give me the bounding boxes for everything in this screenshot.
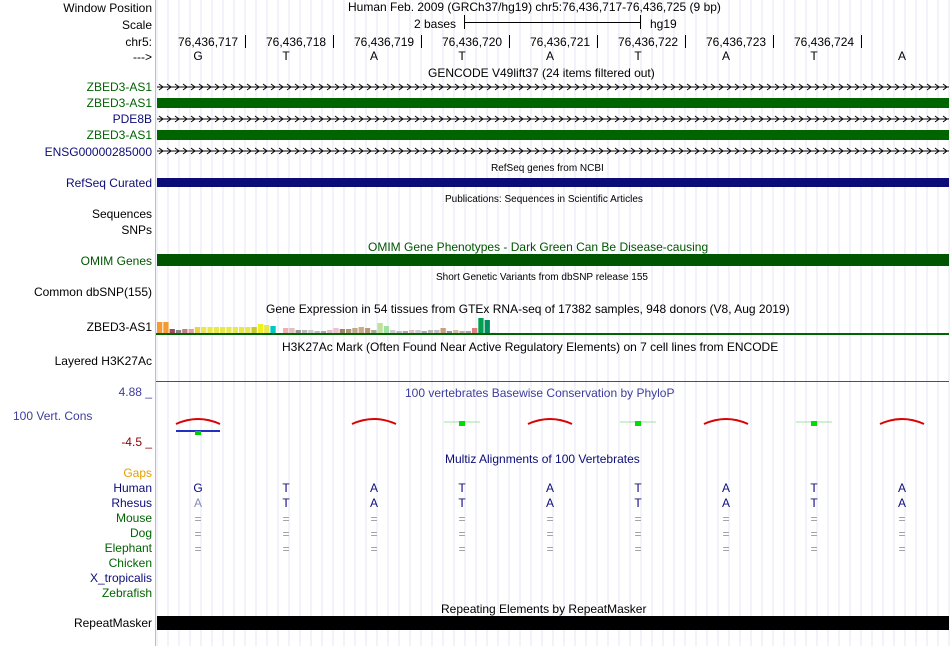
ruler-base: T xyxy=(282,49,290,63)
phylop-track-title[interactable]: 100 vertebrates Basewise Conservation by PhyloP xyxy=(405,386,675,400)
human-base: T xyxy=(634,481,642,495)
rhesus-base: T xyxy=(634,496,642,510)
gencode-item-intron[interactable] xyxy=(157,146,949,156)
species-dog-label[interactable]: Dog xyxy=(129,526,152,540)
ruler-tick xyxy=(685,35,686,48)
dog-base: = xyxy=(458,527,466,541)
dog-base: = xyxy=(370,527,378,541)
label-divider xyxy=(155,0,156,646)
rhesus-base: T xyxy=(458,496,466,510)
species-mouse-label[interactable]: Mouse xyxy=(115,511,152,525)
scale-label: Scale xyxy=(121,18,152,32)
phylop-min-value: -4.5 _ xyxy=(121,435,152,449)
dog-base: = xyxy=(898,527,906,541)
gaps-label[interactable]: Gaps xyxy=(123,466,152,480)
omim-track-title[interactable]: OMIM Gene Phenotypes - Dark Green Can Be Disease-causing xyxy=(368,240,709,254)
ruler-tick xyxy=(861,35,862,48)
dog-base: = xyxy=(282,527,290,541)
mouse-base: = xyxy=(282,512,290,526)
gencode-item-label[interactable]: PDE8B xyxy=(112,112,152,126)
chrom-label: chr5: xyxy=(125,35,152,49)
rhesus-base: T xyxy=(810,496,818,510)
rhesus-base: A xyxy=(369,496,378,510)
dog-base: = xyxy=(194,527,202,541)
gencode-item-label[interactable]: ZBED3-AS1 xyxy=(86,128,152,142)
human-base: A xyxy=(369,481,378,495)
phylop-positive-glyph[interactable] xyxy=(811,421,817,426)
elephant-base: = xyxy=(810,542,818,556)
phylop-label[interactable]: 100 Vert. Cons xyxy=(13,409,93,423)
snps-label[interactable]: SNPs xyxy=(121,223,152,237)
ruler-base: G xyxy=(193,49,203,63)
ruler-base: A xyxy=(545,49,554,63)
ruler-tick xyxy=(597,35,598,48)
ruler-base: A xyxy=(897,49,906,63)
dog-base: = xyxy=(810,527,818,541)
phylop-negative-glyph[interactable] xyxy=(176,419,220,424)
gencode-item-intron[interactable] xyxy=(157,82,949,92)
elephant-base: = xyxy=(546,542,554,556)
rhesus-base: A xyxy=(545,496,554,510)
gencode-item-label[interactable]: ENSG00000285000 xyxy=(44,145,152,159)
species-elephant-label[interactable]: Elephant xyxy=(104,541,152,555)
omim-feature[interactable] xyxy=(157,254,949,266)
human-base: T xyxy=(810,481,818,495)
h3k27ac-baseline xyxy=(156,381,949,382)
gtex-tissue-bar[interactable] xyxy=(485,320,490,334)
ruler-tick xyxy=(773,35,774,48)
ruler-base: T xyxy=(810,49,818,63)
rhesus-base: T xyxy=(282,496,290,510)
human-base: A xyxy=(721,481,730,495)
mouse-base: = xyxy=(546,512,554,526)
ruler-tick xyxy=(421,35,422,48)
gencode-item-intron[interactable] xyxy=(157,114,949,124)
ruler-tick xyxy=(509,35,510,48)
mouse-base: = xyxy=(194,512,202,526)
refseq-feature[interactable] xyxy=(157,178,949,187)
species-rhesus-label[interactable]: Rhesus xyxy=(111,496,152,510)
phylop-signal[interactable] xyxy=(157,412,949,436)
mouse-base: = xyxy=(810,512,818,526)
human-base: G xyxy=(193,481,203,495)
window-position-text: Human Feb. 2009 (GRCh37/hg19) chr5:76,436,717-76,436,725 (9 bp) xyxy=(348,0,721,14)
dbsnp-label[interactable]: Common dbSNP(155) xyxy=(33,285,152,299)
ruler-base: A xyxy=(721,49,730,63)
dog-base: = xyxy=(546,527,554,541)
multiz-track-title[interactable]: Multiz Alignments of 100 Vertebrates xyxy=(445,452,640,466)
gtex-label[interactable]: ZBED3-AS1 xyxy=(86,320,152,334)
rhesus-base: A xyxy=(897,496,906,510)
repeatmasker-feature[interactable] xyxy=(157,616,949,630)
phylop-negative-glyph[interactable] xyxy=(352,419,396,424)
human-base: T xyxy=(458,481,466,495)
elephant-base: = xyxy=(282,542,290,556)
dog-base: = xyxy=(634,527,642,541)
ruler-position: 76,436,719 xyxy=(354,35,415,49)
gtex-expression-bars[interactable] xyxy=(157,314,557,334)
h3k27ac-track-title[interactable]: H3K27Ac Mark (Often Found Near Active Regulatory Elements) on 7 cell lines from ENCODE xyxy=(282,340,779,354)
gencode-item-label[interactable]: ZBED3-AS1 xyxy=(86,80,152,94)
ruler-base: T xyxy=(458,49,466,63)
species-xtropicalis-label[interactable]: X_tropicalis xyxy=(89,571,152,585)
ruler-position: 76,436,721 xyxy=(530,35,591,49)
sequences-label[interactable]: Sequences xyxy=(91,207,152,221)
rhesus-base: A xyxy=(193,496,202,510)
species-human-label[interactable]: Human xyxy=(113,481,152,495)
ruler-position: 76,436,718 xyxy=(266,35,327,49)
ruler-position: 76,436,723 xyxy=(706,35,767,49)
elephant-base: = xyxy=(370,542,378,556)
mouse-base: = xyxy=(458,512,466,526)
repeatmasker-label[interactable]: RepeatMasker xyxy=(73,616,152,630)
elephant-base: = xyxy=(634,542,642,556)
phylop-positive-glyph[interactable] xyxy=(459,421,465,426)
phylop-negative-glyph[interactable] xyxy=(880,419,924,424)
ruler-position: 76,436,720 xyxy=(442,35,503,49)
refseq-track-title[interactable]: RefSeq genes from NCBI xyxy=(491,163,604,174)
phylop-positive-glyph[interactable] xyxy=(635,421,641,426)
ruler-tick xyxy=(245,35,246,48)
ruler-base: A xyxy=(369,49,378,63)
human-base: T xyxy=(282,481,290,495)
publications-track-title[interactable]: Publications: Sequences in Scientific Articles xyxy=(445,194,643,205)
omim-label[interactable]: OMIM Genes xyxy=(80,254,152,268)
phylop-negative-glyph[interactable] xyxy=(528,419,572,424)
refseq-label[interactable]: RefSeq Curated xyxy=(65,176,152,190)
gencode-item-label[interactable]: ZBED3-AS1 xyxy=(86,96,152,110)
scale-assembly: hg19 xyxy=(650,17,677,31)
phylop-negative-glyph[interactable] xyxy=(704,419,748,424)
elephant-base: = xyxy=(458,542,466,556)
h3k27ac-label[interactable]: Layered H3K27Ac xyxy=(54,354,152,368)
scale-bases: 2 bases xyxy=(414,17,457,31)
dbsnp-track-title[interactable]: Short Genetic Variants from dbSNP release 155 xyxy=(436,272,648,283)
repeatmasker-track-title[interactable]: Repeating Elements by RepeatMasker xyxy=(441,602,647,616)
mouse-base: = xyxy=(370,512,378,526)
mouse-base: = xyxy=(634,512,642,526)
scale-bar-line xyxy=(464,22,641,23)
gencode-item-exon[interactable] xyxy=(157,130,949,140)
elephant-base: = xyxy=(898,542,906,556)
elephant-base: = xyxy=(194,542,202,556)
gtex-tissue-bar[interactable] xyxy=(478,318,483,334)
human-base: A xyxy=(897,481,906,495)
ruler-position: 76,436,717 xyxy=(178,35,239,49)
gencode-item-exon[interactable] xyxy=(157,98,949,108)
ruler-base: T xyxy=(634,49,642,63)
species-zebrafish-label[interactable]: Zebrafish xyxy=(101,586,152,600)
ruler-position: 76,436,724 xyxy=(794,35,855,49)
window-position-label: Window Position xyxy=(63,1,152,15)
mouse-base: = xyxy=(898,512,906,526)
human-base: A xyxy=(545,481,554,495)
elephant-base: = xyxy=(722,542,730,556)
phylop-max-value: 4.88 _ xyxy=(118,385,152,399)
gtex-track-title[interactable]: Gene Expression in 54 tissues from GTEx RNA-seq of 17382 samples, 948 donors (V8, Aug 2019) xyxy=(266,302,790,316)
dog-base: = xyxy=(722,527,730,541)
species-chicken-label[interactable]: Chicken xyxy=(108,556,152,570)
mouse-base: = xyxy=(722,512,730,526)
gencode-track-title[interactable]: GENCODE V49lift37 (24 items filtered out) xyxy=(428,66,655,80)
gtex-baseline xyxy=(156,333,949,335)
rhesus-base: A xyxy=(721,496,730,510)
ruler-position: 76,436,722 xyxy=(618,35,679,49)
strand-label: ---> xyxy=(133,50,152,64)
phylop-positive-glyph[interactable] xyxy=(195,431,201,435)
ruler-tick xyxy=(333,35,334,48)
